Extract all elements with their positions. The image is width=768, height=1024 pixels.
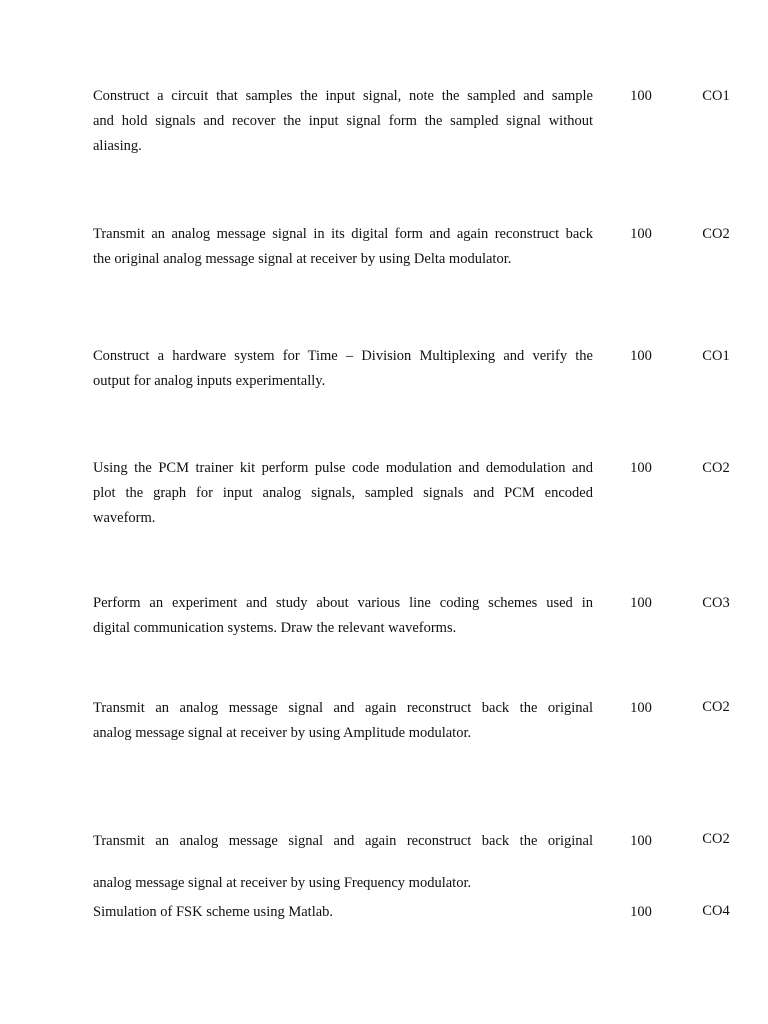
course-outcome: CO4 bbox=[702, 903, 730, 919]
description-line: analog message signal at receiver by using Amplitude modulator. bbox=[93, 725, 472, 741]
description-line: Simulation of FSK scheme using Matlab. bbox=[93, 904, 334, 920]
experiment-description bbox=[93, 871, 593, 896]
experiment-description bbox=[93, 344, 593, 394]
course-outcome: CO1 bbox=[702, 88, 730, 104]
description-line: output for analog inputs experimentally. bbox=[93, 373, 326, 389]
experiment-description bbox=[93, 900, 593, 925]
experiment-description bbox=[93, 829, 593, 854]
course-outcome: CO2 bbox=[702, 460, 730, 476]
course-outcome: CO2 bbox=[702, 699, 730, 715]
description-line: the original analog message signal at receiver by using Delta modulator. bbox=[93, 251, 512, 267]
experiment-description bbox=[93, 591, 593, 641]
description-line: Transmit an analog message signal and again reconstruct back the original bbox=[93, 833, 593, 849]
marks-value: 100 bbox=[630, 460, 652, 476]
course-outcome: CO2 bbox=[702, 831, 730, 847]
description-line: Using the PCM trainer kit perform pulse code modulation and demodulation and bbox=[93, 460, 593, 476]
marks-value: 100 bbox=[630, 348, 652, 364]
marks-value: 100 bbox=[630, 595, 652, 611]
description-line: digital communication systems. Draw the relevant waveforms. bbox=[93, 620, 457, 636]
description-line: waveform. bbox=[93, 510, 156, 526]
marks-value: 100 bbox=[630, 226, 652, 242]
course-outcome: CO3 bbox=[702, 595, 730, 611]
description-line: Construct a circuit that samples the input signal, note the sampled and sample bbox=[93, 88, 593, 104]
course-outcome: CO2 bbox=[702, 226, 730, 242]
description-line: aliasing. bbox=[93, 138, 142, 154]
description-line: Construct a hardware system for Time – Division Multiplexing and verify the bbox=[93, 348, 593, 364]
description-line: analog message signal at receiver by using Frequency modulator. bbox=[93, 875, 472, 891]
description-line: plot the graph for input analog signals, sampled signals and PCM encoded bbox=[93, 485, 593, 501]
experiment-description bbox=[93, 222, 593, 272]
description-line: and hold signals and recover the input signal form the sampled signal without bbox=[93, 113, 593, 129]
course-outcome: CO1 bbox=[702, 348, 730, 364]
marks-value: 100 bbox=[630, 88, 652, 104]
experiment-description bbox=[93, 696, 593, 746]
description-line: Transmit an analog message signal in its digital form and again reconstruct back bbox=[93, 226, 593, 242]
description-line: Transmit an analog message signal and again reconstruct back the original bbox=[93, 700, 593, 716]
experiment-description bbox=[93, 456, 593, 531]
marks-value: 100 bbox=[630, 904, 652, 920]
description-line: Perform an experiment and study about various line coding schemes used in bbox=[93, 595, 593, 611]
marks-value: 100 bbox=[630, 833, 652, 849]
marks-value: 100 bbox=[630, 700, 652, 716]
experiment-description bbox=[93, 84, 593, 159]
